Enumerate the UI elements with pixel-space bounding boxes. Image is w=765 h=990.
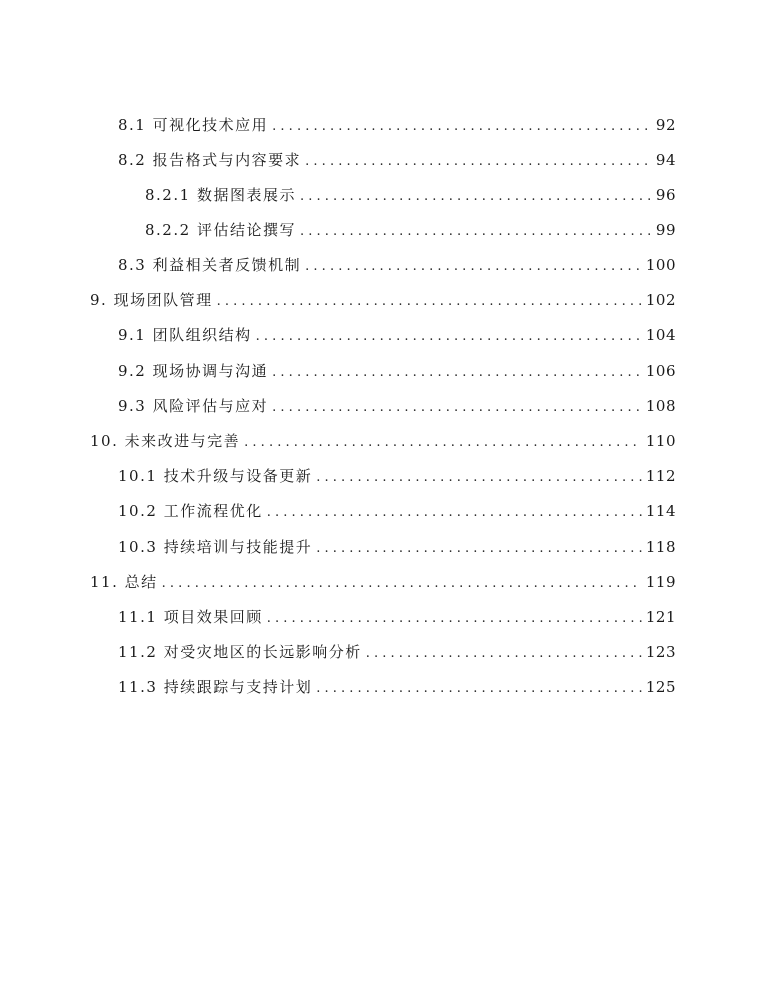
toc-entry-label: 8.3 利益相关者反馈机制 <box>118 256 302 274</box>
toc-entry-label: 10.3 持续培训与技能提升 <box>118 538 313 556</box>
toc-leader-dots <box>244 432 642 454</box>
toc-entry-label: 11.2 对受灾地区的长远影响分析 <box>118 643 362 661</box>
toc-leader-dots <box>300 221 652 243</box>
toc-page-number: 102 <box>645 291 676 309</box>
toc-entry-9-2[interactable] <box>118 360 676 382</box>
toc-entry-11[interactable] <box>90 571 676 593</box>
toc-page-number: 106 <box>645 362 676 380</box>
toc-page-number: 123 <box>645 643 676 661</box>
toc-leader-dots <box>316 538 642 560</box>
toc-entry-label: 9.3 风险评估与应对 <box>118 397 269 415</box>
toc-page-number: 104 <box>645 326 676 344</box>
toc-page-number: 92 <box>655 116 676 134</box>
toc-leader-dots <box>267 608 642 630</box>
toc-entry-8-3[interactable] <box>118 254 676 276</box>
toc-leader-dots <box>217 291 642 313</box>
toc-entry-label: 10.2 工作流程优化 <box>118 502 263 520</box>
toc-page-number: 100 <box>645 256 676 274</box>
toc-entry-9-1[interactable] <box>118 324 676 346</box>
toc-entry-10-3[interactable] <box>118 536 676 558</box>
toc-leader-dots <box>272 116 652 138</box>
toc-entry-10-1[interactable] <box>118 465 676 487</box>
toc-page-number: 121 <box>645 608 676 626</box>
toc-entry-8-2[interactable] <box>118 149 676 171</box>
toc-leader-dots <box>300 186 652 208</box>
toc-page-number: 118 <box>645 538 676 556</box>
toc-leader-dots <box>305 151 652 173</box>
toc-page-number: 125 <box>645 678 676 696</box>
toc-leader-dots <box>272 362 642 384</box>
toc-entry-label: 8.2.2 评估结论撰写 <box>145 221 296 239</box>
toc-entry-11-3[interactable] <box>118 676 676 698</box>
toc-leader-dots <box>316 678 642 700</box>
toc-entry-8-1[interactable] <box>118 114 676 136</box>
toc-entry-8-2-2[interactable] <box>145 219 676 241</box>
toc-entry-10[interactable] <box>90 430 676 452</box>
toc-entry-label: 10. 未来改进与完善 <box>90 432 241 450</box>
toc-entry-label: 9.2 现场协调与沟通 <box>118 362 269 380</box>
toc-page-number: 112 <box>645 467 676 485</box>
toc-entry-11-1[interactable] <box>118 606 676 628</box>
toc-entry-label: 11.3 持续跟踪与支持计划 <box>118 678 313 696</box>
toc-leader-dots <box>316 467 642 489</box>
toc-leader-dots <box>272 397 642 419</box>
toc-entry-8-2-1[interactable] <box>145 184 676 206</box>
toc-page-number: 94 <box>655 151 676 169</box>
toc-page-number: 96 <box>655 186 676 204</box>
toc-entry-9-3[interactable] <box>118 395 676 417</box>
toc-leader-dots <box>267 502 642 524</box>
toc-entry-label: 9. 现场团队管理 <box>90 291 213 309</box>
toc-page-number: 110 <box>645 432 676 450</box>
toc-entry-label: 11.1 项目效果回顾 <box>118 608 263 626</box>
toc-page-number: 114 <box>645 502 676 520</box>
toc-entry-label: 8.1 可视化技术应用 <box>118 116 269 134</box>
toc-entry-11-2[interactable] <box>118 641 676 663</box>
toc-entry-label: 11. 总结 <box>90 573 158 591</box>
toc-entry-label: 8.2.1 数据图表展示 <box>145 186 296 204</box>
toc-entry-label: 8.2 报告格式与内容要求 <box>118 151 302 169</box>
toc-entry-9[interactable] <box>90 289 676 311</box>
toc-entry-10-2[interactable] <box>118 500 676 522</box>
toc-leader-dots <box>256 326 642 348</box>
toc-leader-dots <box>366 643 642 665</box>
toc-page-number: 119 <box>645 573 676 591</box>
toc-leader-dots <box>305 256 642 278</box>
toc-page-number: 108 <box>645 397 676 415</box>
toc-leader-dots <box>162 573 642 595</box>
toc-page-number: 99 <box>655 221 676 239</box>
toc-entry-label: 9.1 团队组织结构 <box>118 326 252 344</box>
toc-entry-label: 10.1 技术升级与设备更新 <box>118 467 313 485</box>
